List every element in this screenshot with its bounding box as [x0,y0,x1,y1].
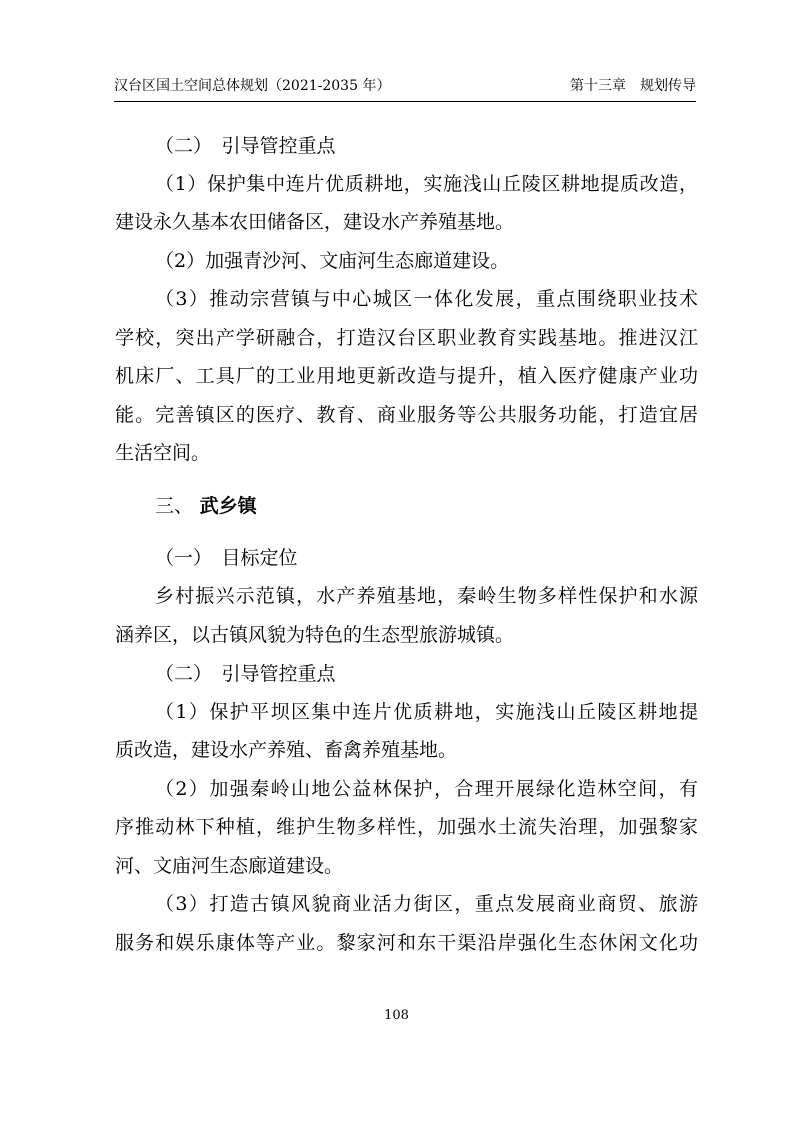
subheading-guidance-1: （二） 引导管控重点 [155,135,336,157]
paragraph-line: 河、文庙河生态廊道建设。 [115,855,344,877]
paragraph-line: 能。完善镇区的医疗、教育、商业服务等公共服务功能，打造宜居 [115,404,698,426]
header-chapter-title: 第十三章 规划传导 [570,78,696,94]
running-header [114,74,696,98]
paragraph-line: （3）打造古镇风貌商业活力街区，重点发展商业商贸、旅游 [155,893,698,915]
paragraph-line: 机床厂、工具厂的工业用地更新改造与提升，植入医疗健康产业功 [115,365,698,387]
section-title: 武乡镇 [199,495,257,517]
subheading-positioning: （一） 目标定位 [155,547,298,569]
paragraph-line: （1）保护集中连片优质耕地，实施浅山丘陵区耕地提质改造， [155,173,698,195]
paragraph-line: 学校，突出产学研融合，打造汉台区职业教育实践基地。推进汉江 [115,327,698,349]
paragraph-line: 服务和娱乐康体等产业。黎家河和东干渠沿岸强化生态休闲文化功 [115,932,698,954]
paragraph-line: 乡村振兴示范镇，水产养殖基地，秦岭生物多样性保护和水源 [155,585,698,607]
paragraph-line: 质改造，建设水产养殖、畜禽养殖基地。 [115,739,458,761]
paragraph-line: （3）推动宗营镇与中心城区一体化发展，重点围绕职业技术 [155,288,698,310]
page-number: 108 [384,1008,409,1023]
paragraph-line: （1）保护平坝区集中连片优质耕地，实施浅山丘陵区耕地提 [155,701,698,723]
paragraph-line: 涵养区，以古镇风貌为特色的生态型旅游城镇。 [115,624,515,646]
paragraph-line: （2）加强秦岭山地公益林保护，合理开展绿化造林空间，有 [155,778,698,800]
paragraph-line: （2）加强青沙河、文庙河生态廊道建设。 [155,250,510,272]
subheading-guidance-2: （二） 引导管控重点 [155,663,336,685]
paragraph-line: 建设永久基本农田储备区，建设水产养殖基地。 [115,211,515,233]
paragraph-line: 生活空间。 [115,442,211,464]
header-divider [114,101,696,102]
header-document-title: 汉台区国土空间总体规划（2021-2035 年） [114,78,391,94]
section-number: 三、 [155,495,194,517]
paragraph-line: 序推动林下种植，维护生物多样性，加强水土流失治理，加强黎家 [115,816,698,838]
section-heading [115,490,698,522]
